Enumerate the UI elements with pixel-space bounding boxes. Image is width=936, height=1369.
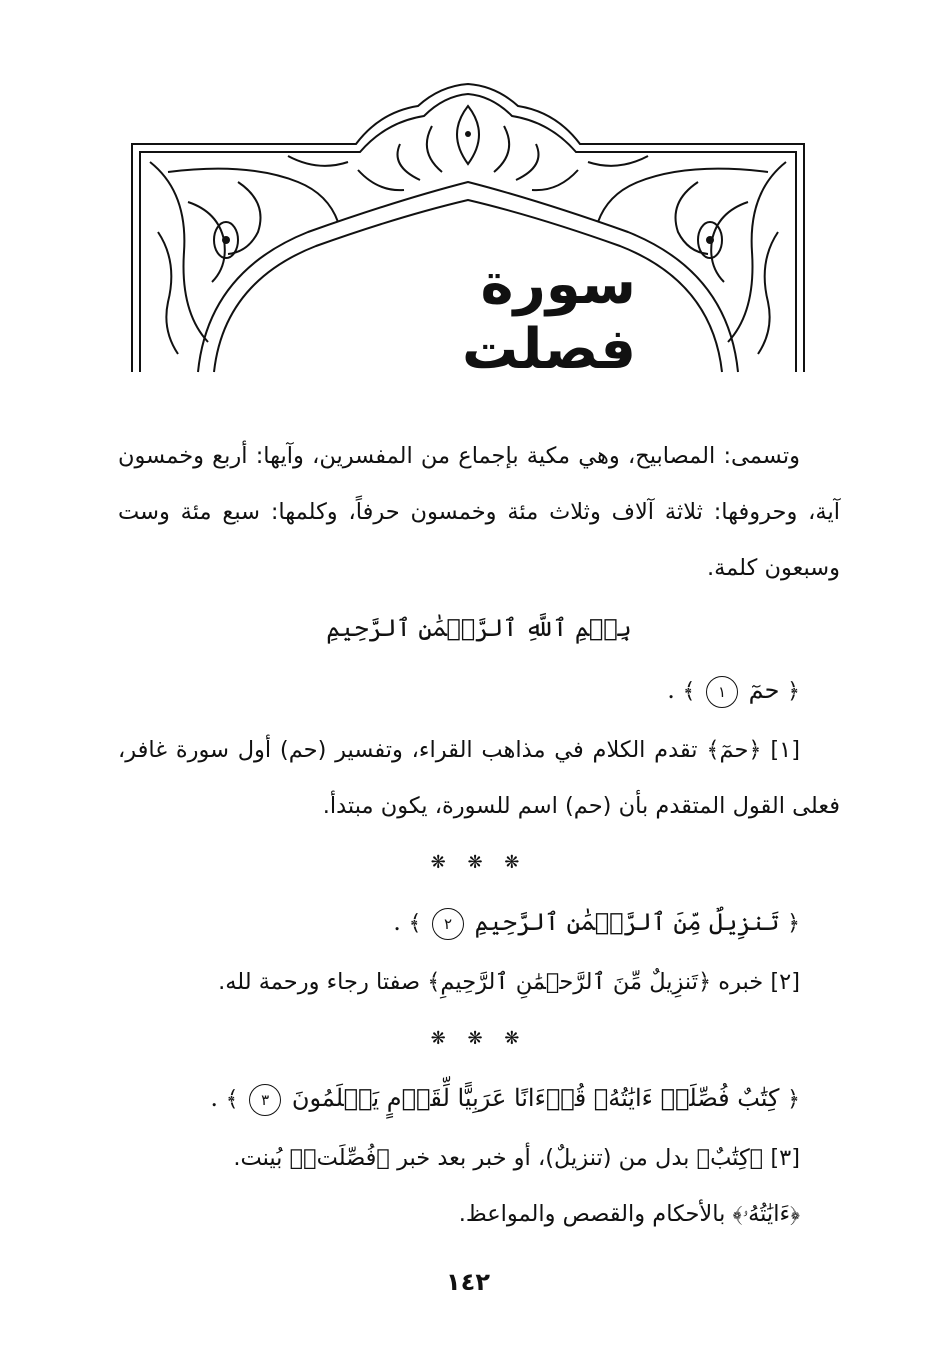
commentary-3-continued: ﴿ءَايَٰتُهُۥ﴾ بالأحكام والقصص والمواعظ. [458, 1201, 800, 1227]
verse-3 [118, 1068, 840, 1130]
verse-close-bracket: ﴾ [225, 1087, 239, 1112]
commentary-2: [٢] خبره ﴿تَنزِيلٌ مِّنَ ٱلرَّحۡمَٰنِ ٱلرَّحِيمِ﴾ صفتا رجاء ورحمة لله. [218, 969, 800, 995]
verse-2 [118, 892, 840, 954]
surah-title: سورة فصلت [462, 252, 636, 382]
surah-intro-paragraph: وتسمى: المصابيح، وهي مكية بإجماع من المفسرين، وآيها: أربع وخمسون آية، وحروفها: ثلاثة آلاف وثلاث مئة وخمسون حرفاً، وكلمها: سبع مئة وست وسبعون كلمة. [118, 443, 840, 581]
verse-text: كِتَٰبٌ فُصِّلَتۡ ءَايَٰتُهُۥ قُرۡءَانًا عَرَبِيًّا لِّقَوۡمٍ يَعۡلَمُونَ [291, 1084, 780, 1112]
basmala: بِسۡمِ ٱللَّهِ ٱلرَّحۡمَٰنِ ٱلرَّحِيمِ [326, 614, 632, 642]
verse-open-bracket: ﴿ [787, 1087, 800, 1112]
verse-text: تَنزِيلٌ مِّنَ ٱلرَّحۡمَٰنِ ٱلرَّحِيمِ [474, 908, 780, 936]
verse-open-bracket: ﴿ [787, 679, 800, 704]
ayah-number-icon: ١ [706, 676, 738, 708]
commentary-3: [٣] ﴿كِتَٰبٌ﴾ بدل من (تنزيلٌ)، أو خبر بعد خبر ﴿فُصِّلَتۡ﴾ بُينت. [233, 1145, 800, 1171]
section-separator: ❋ ❋ ❋ [430, 1028, 528, 1049]
commentary-1: [١] ﴿حمٓ﴾ تقدم الكلام في مذاهب القراء، وتفسير (حم) أول سورة غافر، فعلى القول المتقدم بأن (حم) اسم للسورة، يكون مبتدأ. [118, 737, 840, 819]
page-body [118, 428, 840, 1242]
verse-close-bracket: ﴾ [682, 679, 696, 704]
section-separator: ❋ ❋ ❋ [430, 852, 528, 873]
verse-end-period: . [210, 1084, 218, 1112]
verse-end-period: . [393, 908, 401, 936]
verse-text: حمٓ [748, 676, 780, 704]
page-number: ١٤٢ [446, 1268, 490, 1296]
verse-close-bracket: ﴾ [408, 911, 422, 936]
verse-1 [118, 660, 840, 722]
verse-open-bracket: ﴿ [787, 911, 800, 936]
verse-end-period: . [667, 676, 675, 704]
ayah-number-icon: ٢ [432, 908, 464, 940]
ayah-number-icon: ٣ [249, 1084, 281, 1116]
